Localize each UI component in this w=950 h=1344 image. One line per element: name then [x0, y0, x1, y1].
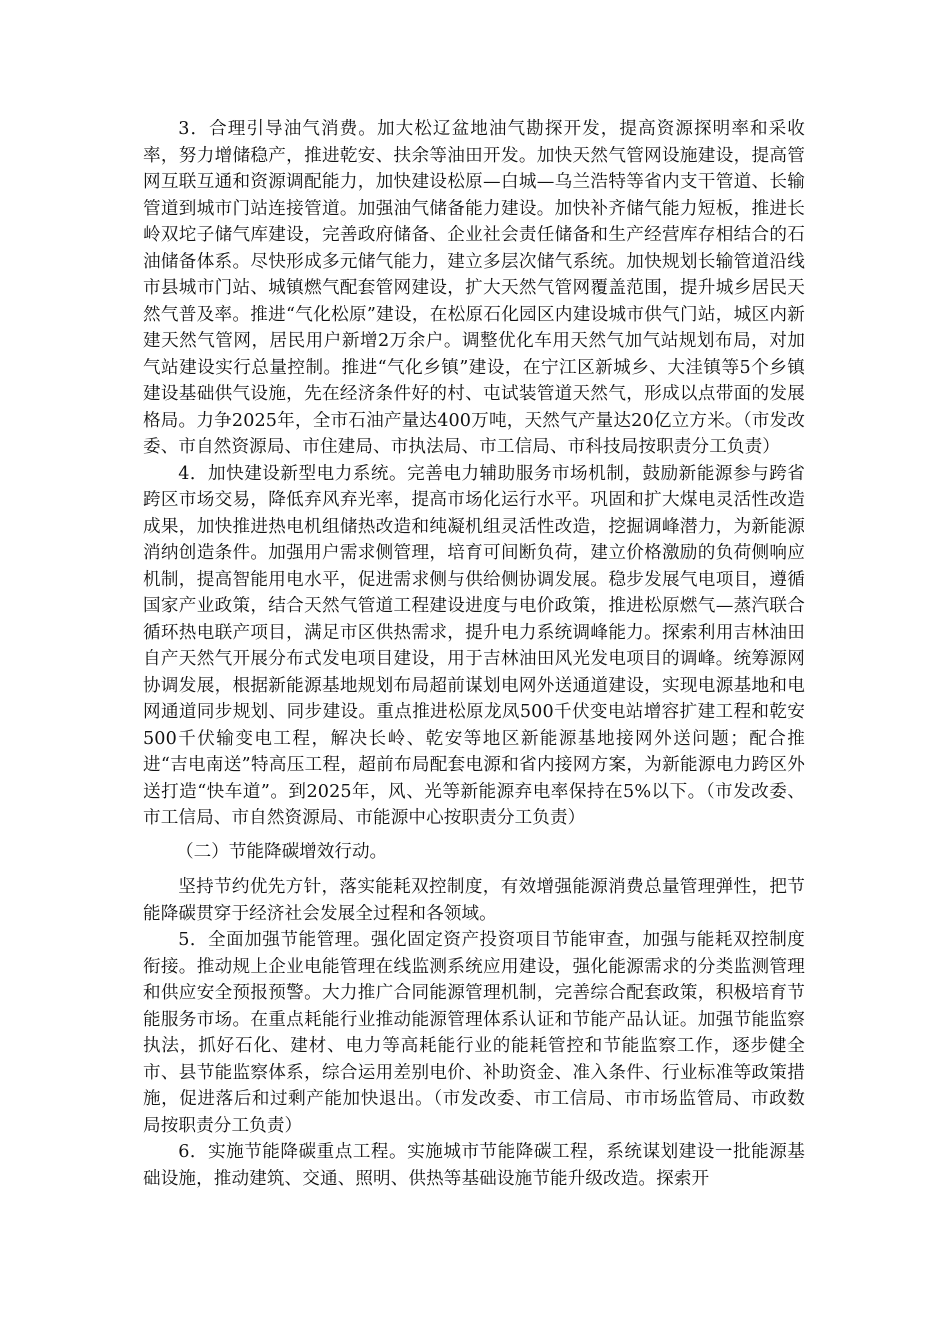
document-body — [143, 116, 805, 1192]
paragraph-key-projects: 6．实施节能降碳重点工程。实施城市节能降碳工程，系统谋划建设一批能源基础设施，推动建筑、交通、照明、供热等基础设施节能升级改造。探索开 — [143, 1142, 805, 1189]
paragraph-new-power-system: 4．加快建设新型电力系统。完善电力辅助服务市场机制，鼓励新能源参与跨省跨区市场交易，降低弃风弃光率，提高市场化运行水平。巩固和扩大煤电灵活性改造成果，加快推进热电机组储热改造和纯凝机组灵活性改造，挖掘调峰潜力，为新能源消纳创造条件。加强用户需求侧管理，培育可间断负荷，建立价格激励的负荷侧响应机制，提高智能用电水平，促进需求侧与供给侧协调发展。稳步发展气电项目，遵循国家产业政策，结合天然气管道工程建设进度与电价政策，推进松原燃气—蒸汽联合循环热电联产项目，满足市区供热需求，提升电力系统调峰能力。探索利用吉林油田自产天然气开展分布式发电项目建设，用于吉林油田风光发电项目的调峰。统筹源网协调发展，根据新能源基地规划布局超前谋划电网外送通道建设，实现电源基地和电网通道同步规划、同步建设。重点推进松原龙凤500千伏变电站增容扩建工程和乾安500千伏输变电工程，解决长岭、乾安等地区新能源基地接网外送问题；配合推进“吉电南送”特高压工程，超前布局配套电源和省内接网方案，为新能源电力跨区外送打造“快车道”。到2025年，风、光等新能源弃电率保持在5%以下。（市发改委、市工信局、市自然资源局、市能源中心按职责分工负责） — [143, 463, 805, 828]
paragraph-oil-gas-consumption: 3．合理引导油气消费。加大松辽盆地油气勘探开发，提高资源探明率和采收率，努力增储稳产，推进乾安、扶余等油田开发。加快天然气管网设施建设，提高管网互联互通和资源调配能力，加快建设松原—白城—乌兰浩特等省内支干管道、长输管道到城市门站连接管道。加强油气储备能力建设。加快补齐储气能力短板，推进长岭双坨子储气库建设，完善政府储备、企业社会责任储备和生产经营库存相结合的石油储备体系。尽快形成多元储气能力，建立多层次储气系统。加快规划长输管道沿线市县城市门站、城镇燃气配套管网建设，扩大天然气管网覆盖范围，提升城乡居民天然气普及率。推进“气化松原”建设，在松原石化园区内建设城市供气门站，城区内新建天然气管网，居民用户新增2万余户。调整优化车用天然气加气站规划布局，对加气站建设实行总量控制。推进“气化乡镇”建设，在宁江区新城乡、大洼镇等5个乡镇建设基础供气设施，先在经济条件好的村、屯试装管道天然气，形成以点带面的发展格局。力争2025年，全市石油产量达400万吨，天然气产量达20亿立方米。（市发改委、市自然资源局、市住建局、市执法局、市工信局、市科技局按职责分工负责） — [143, 119, 805, 457]
section-heading-energy-saving: （二）节能降碳增效行动。 — [176, 841, 388, 862]
paragraph-energy-management: 5．全面加强节能管理。强化固定资产投资项目节能审查，加强与能耗双控制度衔接。推动规上企业电能管理在线监测系统应用建设，强化能源需求的分类监测管理和供应安全预报预警。大力推广合同能源管理机制，完善综合配套政策，积极培育节能服务市场。在重点耗能行业推动能源管理体系认证和节能产品认证。加强节能监察执法，抓好石化、建材、电力等高耗能行业的能耗管控和节能监察工作，逐步健全市、县节能监察体系，综合运用差别电价、补助资金、准入条件、行业标准等政策措施，促进落后和过剩产能加快退出。（市发改委、市工信局、市市场监管局、市政数局按职责分工负责） — [143, 930, 805, 1136]
paragraph-energy-saving-intro: 坚持节约优先方针，落实能耗双控制度，有效增强能源消费总量管理弹性，把节能降碳贯穿于经济社会发展全过程和各领域。 — [143, 877, 805, 924]
